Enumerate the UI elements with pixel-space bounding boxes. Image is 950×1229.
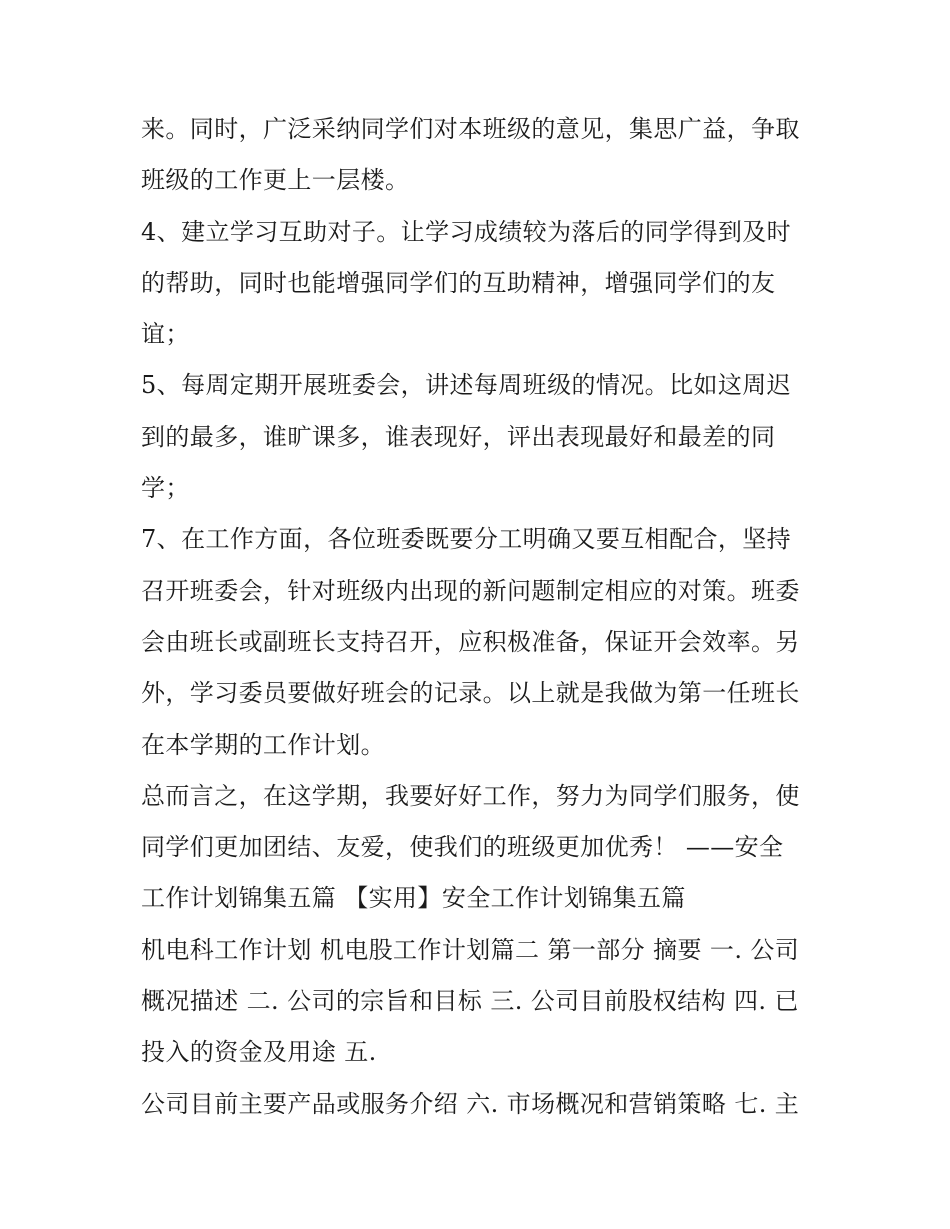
text-line: 工作计划锦集五篇 【实用】安全工作计划锦集五篇 (141, 884, 686, 913)
text-line: 总而言之，在这学期，我要好好工作，努力为同学们服务，使 (141, 781, 800, 810)
text-line: 4、建立学习互助对子。让学习成绩较为落后的同学得到及时 (141, 217, 792, 246)
text-line: 的帮助，同时也能增强同学们的互助精神，增强同学们的友 (141, 268, 776, 297)
text-line: 机电科工作计划 机电股工作计划篇二 第一部分 摘要 一. 公司 (141, 935, 800, 964)
text-line: 谊； (141, 320, 190, 349)
text-line: 学； (141, 474, 190, 503)
text-line: 5、每周定期开展班委会，讲述每周班级的情况。比如这周迟 (141, 371, 792, 400)
text-line: 班级的工作更上一层楼。 (141, 166, 410, 195)
text-line: 同学们更加团结、友爱，使我们的班级更加优秀！ ——安全 (141, 833, 784, 862)
text-line: 7、在工作方面，各位班委既要分工明确又要互相配合，坚持 (141, 525, 792, 554)
text-line: 公司目前主要产品或服务介绍 六. 市场概况和营销策略 七. 主 (141, 1089, 800, 1118)
text-line: 召开班委会，针对班级内出现的新问题制定相应的对策。班委 (141, 576, 800, 605)
text-line: 在本学期的工作计划。 (141, 730, 385, 759)
document-body (141, 104, 821, 1130)
text-line: 来。同时，广泛采纳同学们对本班级的意见，集思广益，争取 (141, 115, 800, 143)
text-line: 外，学习委员要做好班会的记录。以上就是我做为第一任班长 (141, 679, 800, 708)
text-line: 到的最多，谁旷课多，谁表现好，评出表现最好和最差的同 (141, 422, 776, 451)
text-line: 概况描述 二. 公司的宗旨和目标 三. 公司目前股权结构 四. 已 (141, 987, 799, 1016)
text-line: 投入的资金及用途 五. (141, 1038, 377, 1067)
text-line: 会由班长或副班长支持召开，应积极准备，保证开会效率。另 (141, 627, 800, 656)
